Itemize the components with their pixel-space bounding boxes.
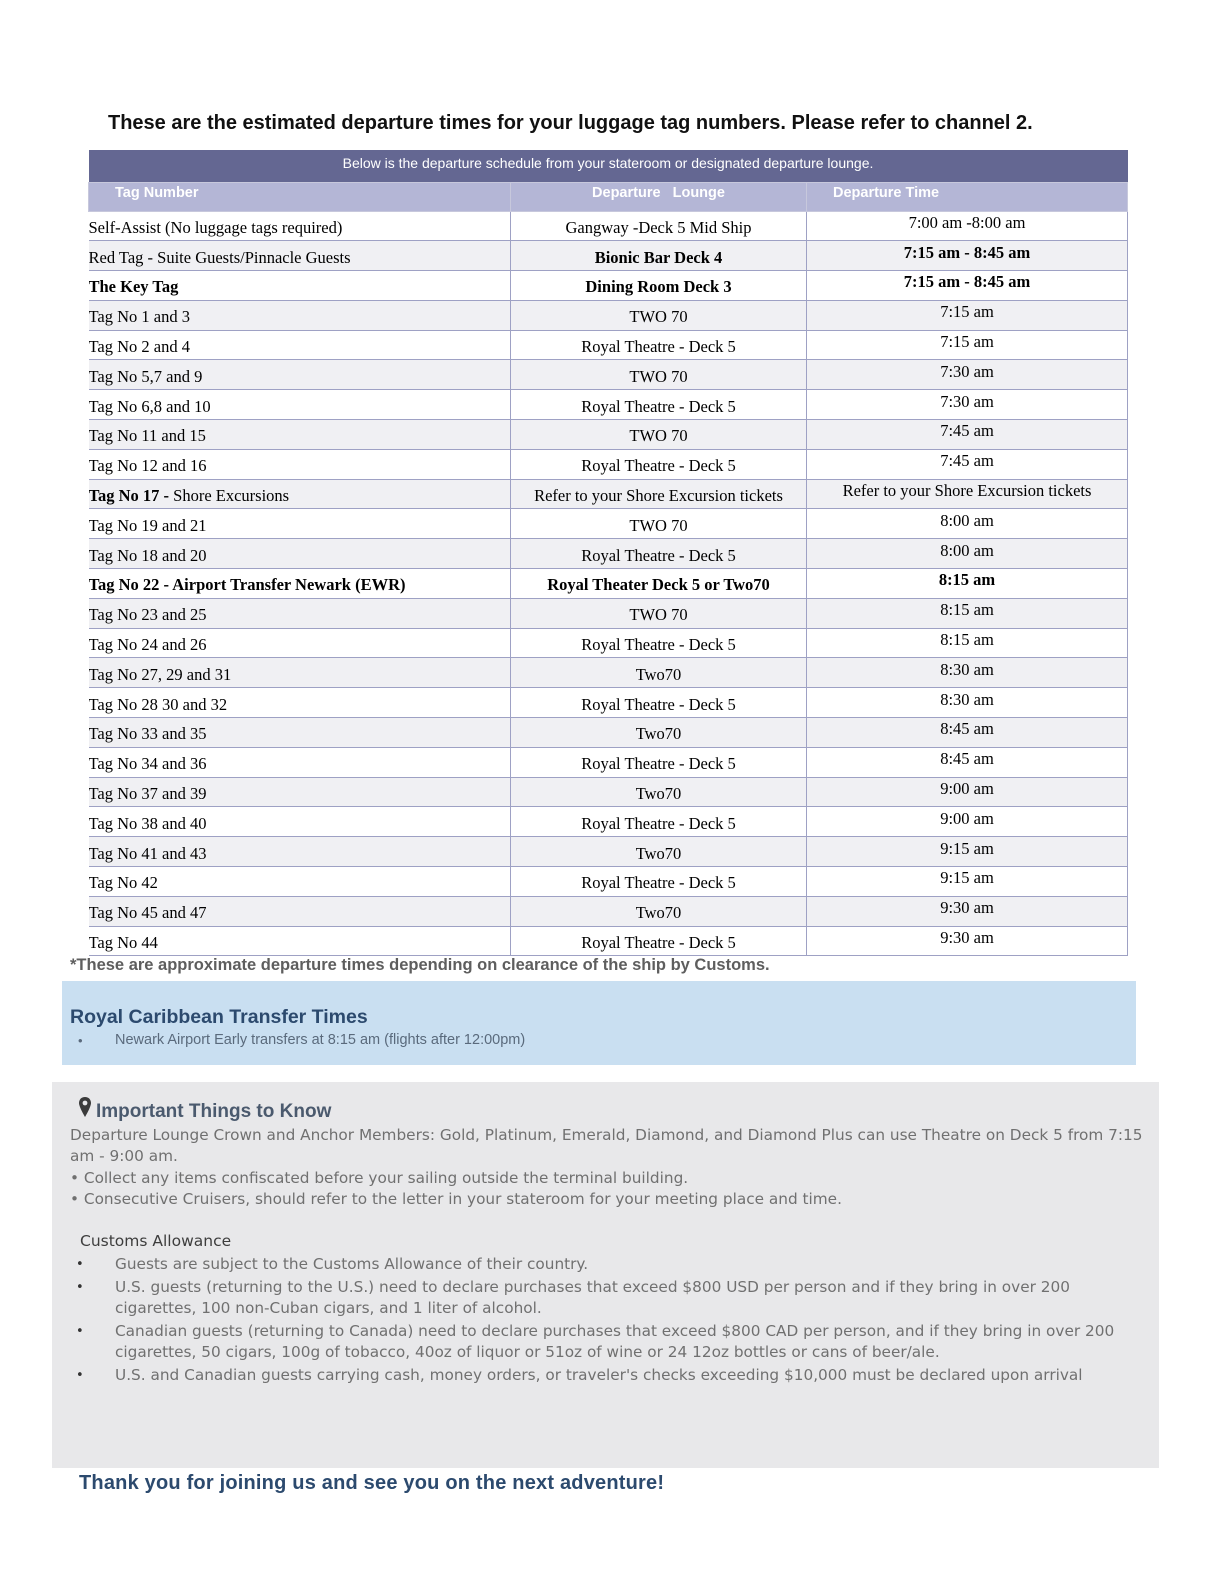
cell-departure-time: 8:45 am	[807, 747, 1128, 777]
tag-text: Tag No 44	[88, 933, 158, 953]
cell-tag-number	[89, 628, 511, 658]
table-row	[89, 688, 1128, 718]
bullet: •	[76, 1323, 84, 1339]
cell-departure-lounge: Royal Theatre - Deck 5	[511, 449, 807, 479]
cell-tag-number	[89, 360, 511, 390]
transfer-times-panel	[62, 981, 1136, 1065]
cell-departure-time: 8:15 am	[807, 628, 1128, 658]
table-header-row	[89, 182, 1128, 211]
cell-departure-time: 7:45 am	[807, 449, 1128, 479]
things-line: • Collect any items confiscated before your sailing outside the terminal building.	[70, 1168, 689, 1187]
customs-allowance-list	[74, 1254, 1144, 1387]
cell-departure-time: 8:00 am	[807, 539, 1128, 569]
table-row	[89, 807, 1128, 837]
cell-departure-lounge: Royal Theatre - Deck 5	[511, 539, 807, 569]
cell-departure-time: 9:00 am	[807, 807, 1128, 837]
cell-tag-number	[89, 688, 511, 718]
table-row	[89, 420, 1128, 450]
cell-departure-lounge: Two70	[511, 718, 807, 748]
cell-departure-time: 8:00 am	[807, 509, 1128, 539]
cell-tag-number	[89, 867, 511, 897]
table-row	[89, 509, 1128, 539]
bullet: •	[76, 1257, 84, 1272]
table-row	[89, 926, 1128, 956]
cell-departure-time: 9:15 am	[807, 867, 1128, 897]
cell-departure-lounge: Royal Theatre - Deck 5	[511, 807, 807, 837]
tag-text: Shore Excursions	[173, 486, 290, 506]
header-departure-lounge: Departure Lounge	[511, 182, 807, 211]
cell-departure-time: 7:15 am - 8:45 am	[807, 271, 1128, 301]
tag-text: Tag No 41 and 43	[88, 843, 207, 863]
table-row	[89, 300, 1128, 330]
cell-departure-lounge: TWO 70	[511, 598, 807, 628]
tag-text: Red Tag - Suite Guests/Pinnacle Guests	[88, 247, 351, 267]
tag-text: Tag No 19 and 21	[88, 515, 207, 535]
table-row	[89, 628, 1128, 658]
cell-tag-number	[89, 896, 511, 926]
cell-departure-time: 7:45 am	[807, 420, 1128, 450]
cell-departure-lounge: Two70	[511, 777, 807, 807]
table-row	[89, 747, 1128, 777]
tag-text: The Key Tag	[88, 277, 179, 297]
cell-departure-time: 9:30 am	[807, 926, 1128, 956]
cell-tag-number	[89, 747, 511, 777]
table-row	[89, 777, 1128, 807]
table-row	[89, 539, 1128, 569]
table-caption: Below is the departure schedule from your stateroom or designated departure lounge.	[89, 150, 1128, 182]
transfer-item-text: Newark Airport Early transfers at 8:15 am (flights after 12:00pm)	[115, 1032, 526, 1048]
cell-tag-number	[89, 211, 511, 241]
table-row	[89, 360, 1128, 390]
cell-tag-number	[89, 271, 511, 301]
cell-departure-lounge: TWO 70	[511, 300, 807, 330]
tag-text: Tag No 5,7 and 9	[88, 366, 203, 386]
cell-tag-number	[89, 449, 511, 479]
bullet: •	[76, 1279, 84, 1295]
cell-departure-time: 9:15 am	[807, 837, 1128, 867]
bullet: •	[78, 1032, 83, 1048]
cell-departure-time: Refer to your Shore Excursion tickets	[807, 479, 1128, 509]
table-row	[89, 658, 1128, 688]
tag-text: Tag No 33 and 35	[88, 724, 207, 744]
cell-departure-lounge: Two70	[511, 658, 807, 688]
tag-text: Tag No 23 and 25	[88, 605, 207, 625]
cell-tag-number	[89, 539, 511, 569]
cell-departure-lounge: Royal Theatre - Deck 5	[511, 747, 807, 777]
departure-schedule-table	[88, 150, 1127, 956]
table-row	[89, 211, 1128, 241]
table-row	[89, 867, 1128, 897]
table-row	[89, 569, 1128, 599]
cell-tag-number	[89, 777, 511, 807]
table-row	[89, 718, 1128, 748]
table-row	[89, 390, 1128, 420]
cell-departure-lounge: TWO 70	[511, 420, 807, 450]
header-tag-number: Tag Number	[89, 182, 511, 211]
cell-tag-number	[89, 718, 511, 748]
cell-departure-lounge: Royal Theatre - Deck 5	[511, 926, 807, 956]
cell-departure-lounge: Dining Room Deck 3	[511, 271, 807, 301]
cell-tag-number	[89, 509, 511, 539]
cell-tag-number	[89, 479, 511, 509]
tag-text: Tag No 2 and 4	[88, 337, 190, 357]
cell-tag-number	[89, 330, 511, 360]
table-row	[89, 330, 1128, 360]
cell-tag-number	[89, 807, 511, 837]
tag-text: Tag No 27, 29 and 31	[88, 664, 232, 684]
customs-item-text: U.S. guests (returning to the U.S.) need to declare purchases that exceed $800 USD per person and if they bring in over 200 cigarettes, 100 non-Cuban cigars, and 1 liter of alcohol.	[115, 1277, 1070, 1317]
list-item	[74, 1365, 1144, 1387]
cell-departure-time: 8:30 am	[807, 688, 1128, 718]
table-row	[89, 598, 1128, 628]
cell-departure-lounge: Refer to your Shore Excursion tickets	[511, 479, 807, 509]
tag-text: Tag No 22 - Airport Transfer Newark (EWR)	[88, 575, 406, 595]
table-row	[89, 479, 1128, 509]
tag-text: Tag No 45 and 47	[88, 903, 207, 923]
cell-departure-time: 7:30 am	[807, 390, 1128, 420]
page-headline: These are the estimated departure times for your luggage tag numbers. Please refer to channel 2.	[108, 112, 1033, 134]
cell-tag-number	[89, 420, 511, 450]
cell-departure-lounge: Royal Theatre - Deck 5	[511, 390, 807, 420]
tag-bold-prefix: Tag No 17 -	[88, 486, 174, 506]
cell-departure-lounge: Royal Theater Deck 5 or Two70	[511, 569, 807, 599]
things-title: Important Things to Know	[96, 1101, 332, 1122]
tag-text: Tag No 37 and 39	[88, 784, 207, 804]
customs-footnote: *These are approximate departure times depending on clearance of the ship by Customs.	[70, 956, 770, 974]
cell-departure-time: 7:30 am	[807, 360, 1128, 390]
cell-departure-time: 8:15 am	[807, 598, 1128, 628]
cell-departure-lounge: Royal Theatre - Deck 5	[511, 628, 807, 658]
list-item	[74, 1277, 1144, 1320]
cell-departure-lounge: Royal Theatre - Deck 5	[511, 867, 807, 897]
important-things-panel	[52, 1082, 1159, 1468]
cell-tag-number	[89, 837, 511, 867]
things-body	[70, 1125, 1155, 1210]
things-line: Departure Lounge Crown and Anchor Members: Gold, Platinum, Emerald, Diamond, and Diamond Plus can use Theatre on Deck 5 from 7:15 am - 9:00 am.	[70, 1126, 1143, 1166]
cell-departure-time: 7:15 am	[807, 330, 1128, 360]
customs-item-text: Guests are subject to the Customs Allowance of their country.	[115, 1255, 589, 1273]
cell-departure-lounge: TWO 70	[511, 509, 807, 539]
cell-departure-time: 9:00 am	[807, 777, 1128, 807]
cell-departure-lounge: Gangway -Deck 5 Mid Ship	[511, 211, 807, 241]
table-caption-row	[89, 150, 1128, 182]
tag-text: Tag No 34 and 36	[88, 754, 207, 774]
table-row	[89, 241, 1128, 271]
closing-message: Thank you for joining us and see you on the next adventure!	[79, 1472, 665, 1494]
cell-departure-time: 9:30 am	[807, 896, 1128, 926]
table-row	[89, 896, 1128, 926]
cell-departure-lounge: Two70	[511, 896, 807, 926]
tag-text: Self-Assist (No luggage tags required)	[88, 217, 343, 237]
tag-text: Tag No 28 30 and 32	[88, 694, 228, 714]
cell-departure-time: 7:00 am -8:00 am	[807, 211, 1128, 241]
things-line: • Consecutive Cruisers, should refer to the letter in your stateroom for your meeting place and time.	[70, 1189, 842, 1208]
tag-text: Tag No 1 and 3	[88, 307, 190, 327]
tag-text: Tag No 6,8 and 10	[88, 396, 211, 416]
customs-item-text: Canadian guests (returning to Canada) need to declare purchases that exceed $800 CAD per person, and if they bring in over 200 cigarettes, 50 cigars, 100g of tobacco, 40oz of liquor or 51oz of wine or 24 12oz bottles or cans of beer/ale.	[115, 1321, 1115, 1361]
header-departure-time: Departure Time	[807, 182, 1128, 211]
tag-text: Tag No 11 and 15	[88, 426, 206, 446]
map-pin-icon	[78, 1096, 92, 1118]
table-row	[89, 271, 1128, 301]
cell-departure-time: 8:15 am	[807, 569, 1128, 599]
tag-text: Tag No 38 and 40	[88, 813, 207, 833]
cell-departure-lounge: Royal Theatre - Deck 5	[511, 330, 807, 360]
cell-departure-time: 7:15 am - 8:45 am	[807, 241, 1128, 271]
cell-departure-time: 7:15 am	[807, 300, 1128, 330]
cell-departure-lounge: Two70	[511, 837, 807, 867]
cell-departure-lounge: Royal Theatre - Deck 5	[511, 688, 807, 718]
cell-tag-number	[89, 598, 511, 628]
cell-tag-number	[89, 390, 511, 420]
table-row	[89, 837, 1128, 867]
list-item	[74, 1254, 1144, 1276]
cell-tag-number	[89, 926, 511, 956]
tag-text: Tag No 24 and 26	[88, 635, 207, 655]
customs-allowance-title: Customs Allowance	[80, 1232, 232, 1250]
tag-text: Tag No 18 and 20	[88, 545, 207, 565]
tag-text: Tag No 12 and 16	[88, 456, 207, 476]
cell-departure-time: 8:30 am	[807, 658, 1128, 688]
cell-departure-lounge: Bionic Bar Deck 4	[511, 241, 807, 271]
cell-tag-number	[89, 569, 511, 599]
cell-tag-number	[89, 300, 511, 330]
table-row	[89, 449, 1128, 479]
customs-item-text: U.S. and Canadian guests carrying cash, money orders, or traveler's checks exceeding $10,000 must be declared upon arrival	[115, 1365, 1083, 1384]
cell-tag-number	[89, 241, 511, 271]
cell-tag-number	[89, 658, 511, 688]
list-item	[78, 1032, 525, 1048]
table-body	[89, 211, 1128, 956]
cell-departure-lounge: TWO 70	[511, 360, 807, 390]
bullet: •	[76, 1367, 84, 1383]
cell-departure-time: 8:45 am	[807, 718, 1128, 748]
list-item	[74, 1321, 1144, 1364]
tag-text: Tag No 42	[88, 873, 158, 893]
transfer-title: Royal Caribbean Transfer Times	[70, 1006, 368, 1028]
